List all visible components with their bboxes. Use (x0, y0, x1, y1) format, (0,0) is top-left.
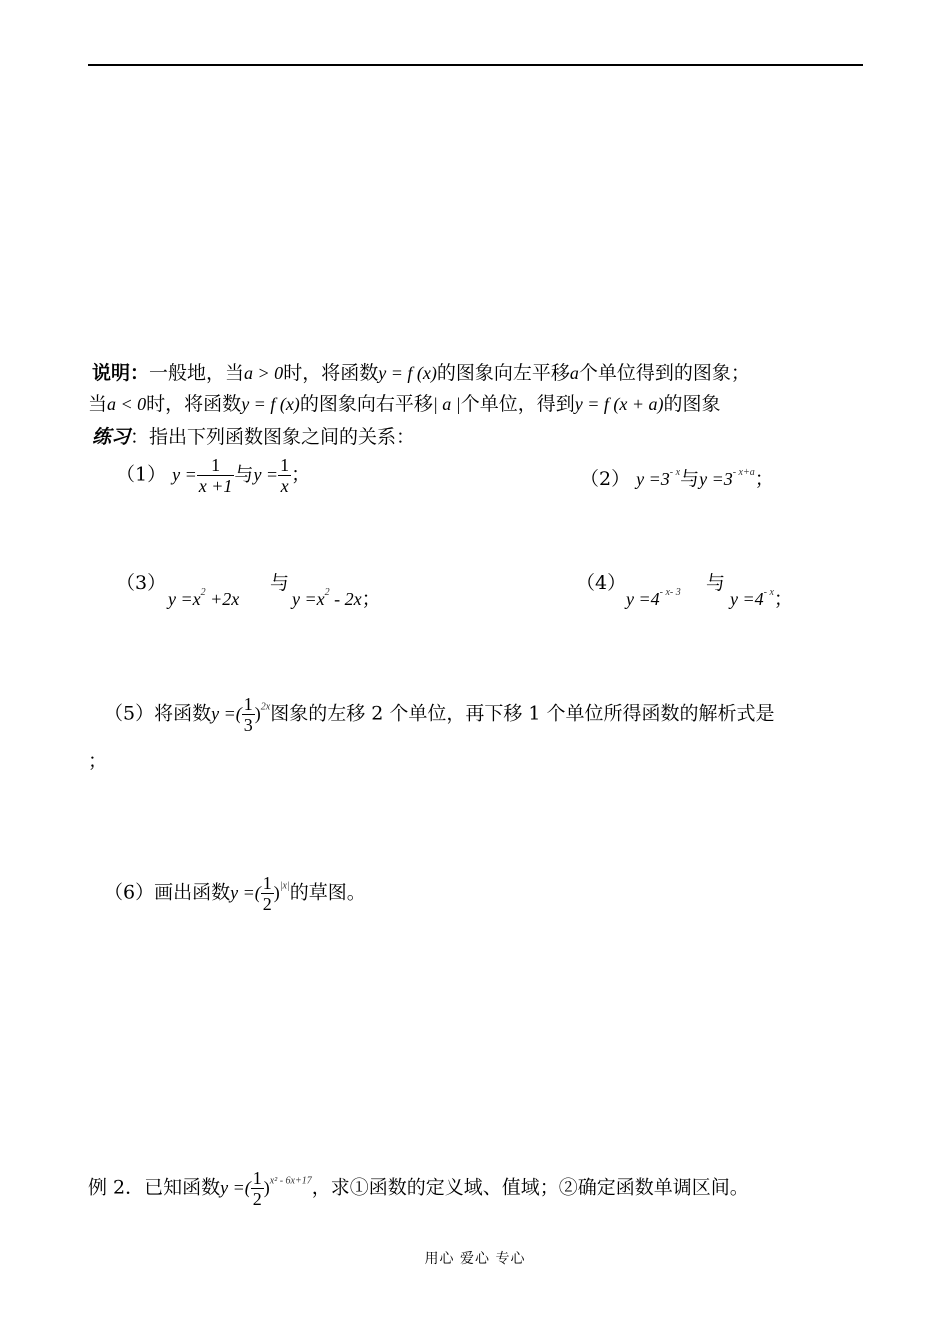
problem-4: $y =4^{- x- 3}$ (626, 587, 681, 609)
note-label: 说明： (92, 362, 150, 384)
note-line-2: 当a < 0时，将函数y = f (x)的图象向右平移| a |个单位，得到y = f (x + a)的图象 (88, 393, 721, 415)
practice-heading: 练习：指出下列函数图象之间的关系： (92, 426, 416, 448)
fraction: $\frac{1}{x}$ (280, 455, 290, 496)
problem-4-number: （4） (576, 572, 627, 594)
problem-3-number: （3） (116, 572, 167, 594)
fraction: $\frac{1}{2}$ (262, 873, 272, 914)
header-rule (88, 64, 863, 66)
problem-4-b: $y =4^{- x}$； (730, 587, 793, 610)
fraction: $\frac{1}{x +1}$ (198, 455, 233, 496)
problem-6: （6）画出函数y =( $\frac{1}{2}$ )$^{|x|}$的草图。 (104, 873, 366, 914)
problem-5-end: ； (88, 750, 108, 772)
problem-3-with: 与 (270, 572, 290, 594)
example-2: 例 2．已知函数y =( $\frac{1}{2}$ )$^{x^2 - 6x+17}$，求①函数的定义域、值域；②确定函数单调区间。 (88, 1168, 749, 1209)
problem-1: （1） y = $\frac{1}{x +1}$ 与y = $\frac{1}{x}$ ； (116, 455, 311, 496)
problem-4-with: 与 (706, 572, 726, 594)
fraction: $\frac{1}{3}$ (243, 694, 253, 735)
problem-3-b: $y =x^2 - 2x$； (292, 587, 381, 610)
problem-5: （5）将函数y =( $\frac{1}{3}$ )$^{2x}$图象的左移 2 个单位，再下移 1 个单位所得函数的解析式是 (104, 694, 775, 735)
problem-3: $y =x^2 +2x$ (168, 587, 240, 609)
practice-label: 练习 (92, 426, 131, 448)
fraction: $\frac{1}{2}$ (252, 1168, 262, 1209)
note-line-1: 说明：一般地，当a > 0时，将函数y = f (x)的图象向左平移a个单位得到的图象； (92, 362, 750, 384)
page-footer: 用心 爱心 专心 (424, 1251, 526, 1267)
problem-2: （2） $y =3^{- x}$与$y =3^{- x+a}$； (580, 467, 774, 490)
